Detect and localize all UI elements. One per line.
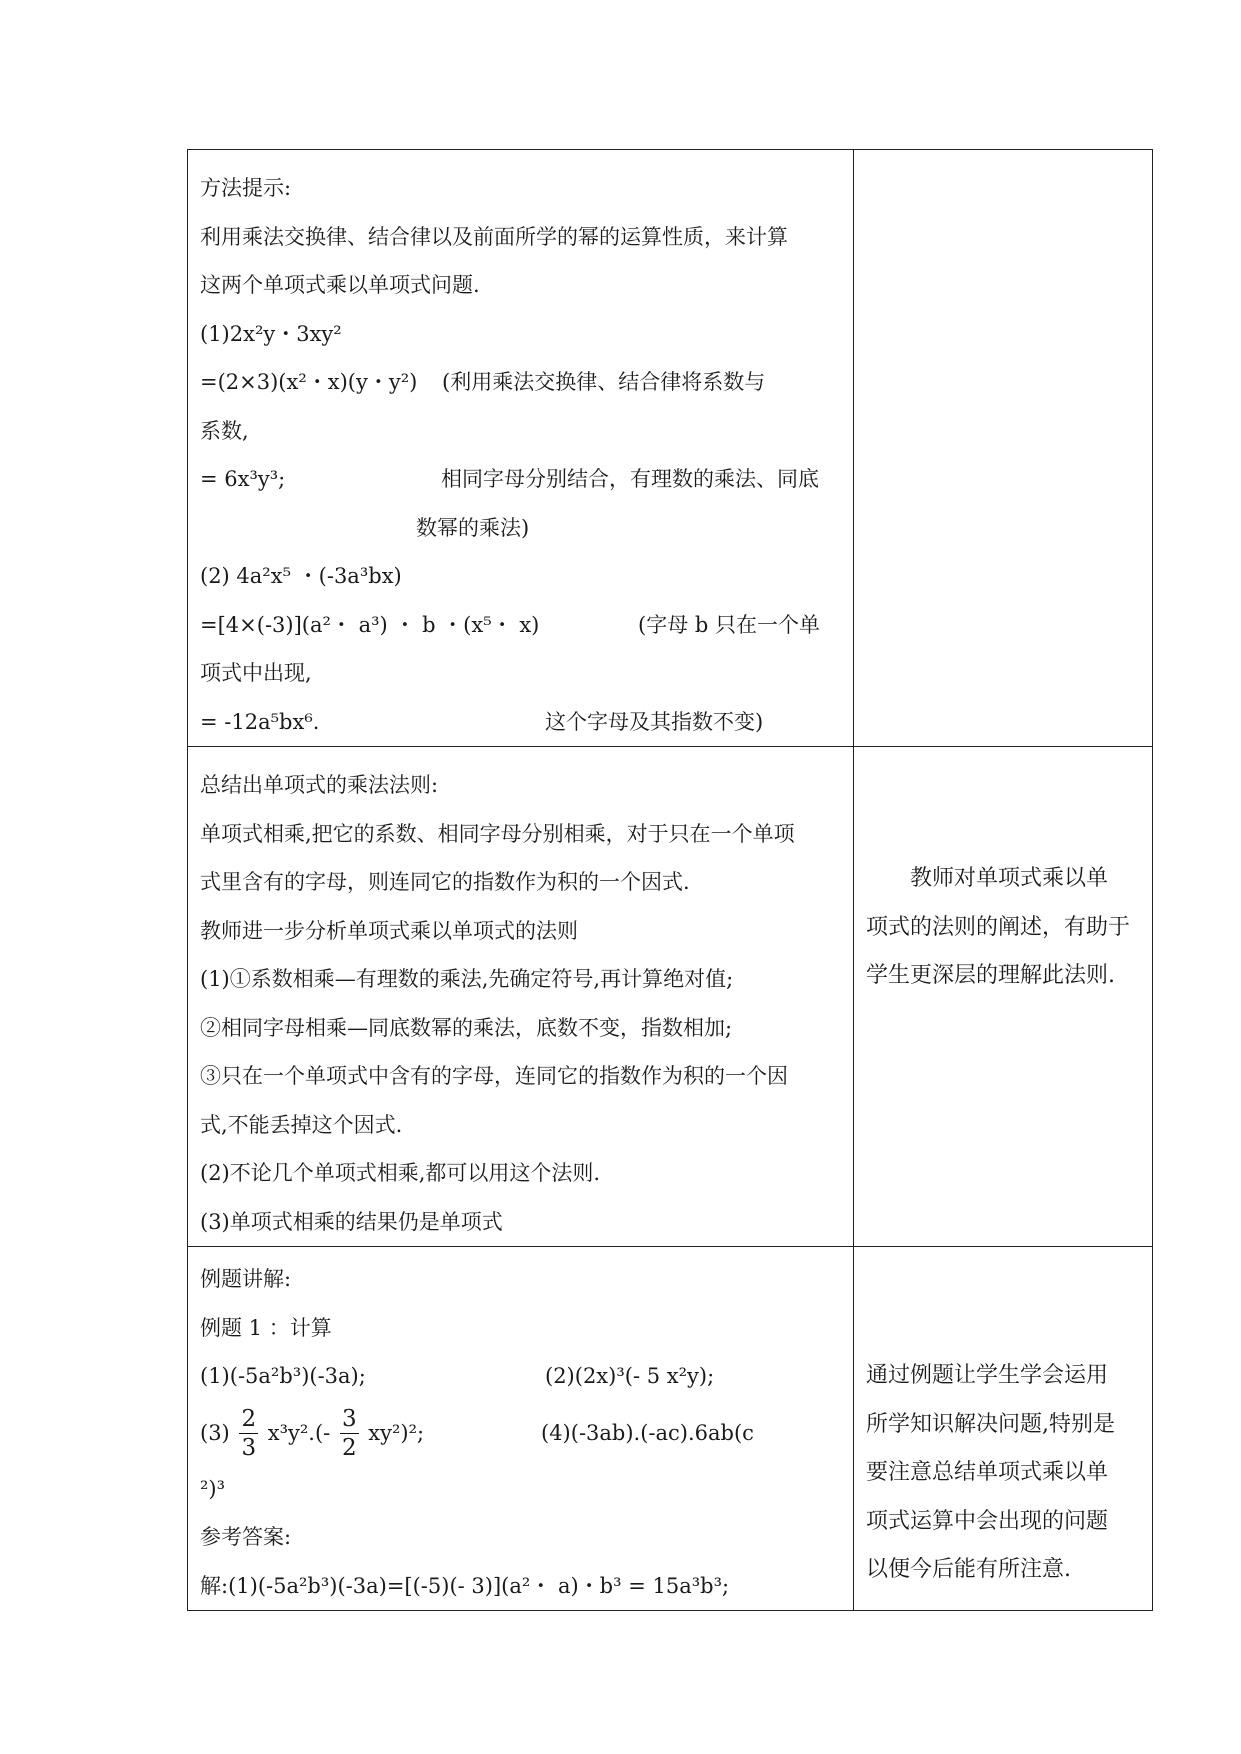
rule-heading: 总结出单项式的乘法法则:	[200, 773, 439, 797]
question-2: (2)(2x)³(- 5 x²y);	[545, 1364, 715, 1388]
question-4-continued: ²)³	[200, 1476, 226, 1501]
example-side-line-2: 所学知识解决问题,特别是	[866, 1411, 1115, 1437]
rule-cell	[188, 747, 854, 1247]
example-1-label: (1)2x²y・3xy²	[200, 321, 342, 346]
question-3-middle: x³y².(-	[267, 1420, 331, 1445]
question-3-fraction-2-numerator: 3	[341, 1406, 357, 1432]
rule-point-3b: 式,不能丢掉这个因式.	[200, 1112, 403, 1137]
rule-point-1: (1)①系数相乘—有理数的乘法,先确定符号,再计算绝对值;	[200, 967, 734, 991]
example-1-note-4: 数幂的乘法)	[416, 515, 530, 540]
method-heading: 方法提示:	[200, 176, 292, 200]
example-side-line-5: 以便今后能有所注意.	[866, 1557, 1071, 1582]
rule-side-cell	[854, 747, 1153, 1247]
example-side-line-1: 通过例题让学生学会运用	[866, 1363, 1109, 1388]
question-3-fraction-1-numerator: 2	[241, 1406, 257, 1432]
question-3-fraction-2	[340, 1408, 359, 1460]
answer-heading: 参考答案:	[200, 1525, 292, 1549]
method-intro-line-2: 这两个单项式乘以单项式问题.	[200, 273, 480, 297]
example-2-step-2	[200, 698, 853, 747]
method-row	[188, 150, 1153, 747]
example-2-step-2-expr: = -12a⁵bx⁶.	[200, 709, 320, 734]
rule-side-line-1: 教师对单项式乘以单	[910, 866, 1109, 891]
example-2-note-1: (字母 b 只在一个单	[638, 612, 820, 637]
lesson-table	[187, 149, 1153, 1611]
question-row-2	[200, 1401, 853, 1465]
method-cell	[188, 150, 854, 747]
question-3-fraction-1-denominator: 3	[241, 1435, 257, 1461]
example-cell	[188, 1247, 854, 1611]
example-side-cell	[854, 1247, 1153, 1611]
example-1-step-2	[200, 455, 853, 504]
example-1-note-1: (利用乘法交换律、结合律将系数与	[442, 370, 766, 394]
example-side-line-4: 项式运算中会出现的问题	[866, 1508, 1109, 1534]
example-1-note-2: 系数,	[200, 418, 249, 443]
question-3-fraction-1	[239, 1408, 258, 1460]
question-row-1	[200, 1352, 853, 1401]
question-3-fraction-2-denominator: 2	[341, 1435, 357, 1461]
example-2-note-2: 项式中出现,	[200, 661, 312, 685]
example-2-label: (2) 4a²x⁵ ・(-3a³bx)	[200, 564, 402, 588]
rule-point-3a: ③只在一个单项式中含有的字母，连同它的指数作为积的一个因	[200, 1064, 788, 1088]
rule-row	[188, 747, 1153, 1247]
rule-line-2: 式里含有的字母，则连同它的指数作为积的一个因式.	[200, 870, 690, 894]
rule-point-4: (2)不论几个单项式相乘,都可以用这个法则.	[200, 1161, 601, 1185]
question-3-prefix: (3)	[200, 1420, 230, 1445]
rule-analysis: 教师进一步分析单项式乘以单项式的法则	[200, 918, 578, 943]
example-2-step-1-expr: =[4×(-3)](a²・ a³) ・ b ・(x⁵・ x)	[200, 612, 540, 637]
example-heading: 例题讲解:	[200, 1267, 292, 1291]
method-intro-line-1: 利用乘法交换律、结合律以及前面所学的幂的运算性质，来计算	[200, 224, 788, 249]
rule-point-5: (3)单项式相乘的结果仍是单项式	[200, 1209, 503, 1234]
example-2-note-3: 这个字母及其指数不变)	[545, 709, 764, 734]
example-2-step-1	[200, 601, 853, 650]
example-row	[188, 1247, 1153, 1611]
example-1-note-4-line	[200, 504, 853, 553]
question-3-suffix: xy²)²;	[368, 1420, 425, 1445]
example-side-line-3: 要注意总结单项式乘以单	[866, 1460, 1109, 1485]
solution-line-1: 解:(1)(-5a²b³)(-3a)=[(-5)(- 3)](a²・ a)・b³ = 15a³b³;	[200, 1573, 730, 1598]
example-1-step-2-expr: = 6x³y³;	[200, 467, 286, 491]
method-side-cell	[854, 150, 1153, 747]
example-1-step-1-expr: =(2×3)(x²・x)(y・y²)	[200, 370, 418, 394]
rule-side-line-3: 学生更深层的理解此法则.	[866, 963, 1115, 988]
example-title: 例题 1 ：计算	[200, 1315, 332, 1340]
rule-point-2: ②相同字母相乘—同底数幂的乘法，底数不变，指数相加;	[200, 1015, 733, 1040]
example-1-step-1	[200, 358, 853, 407]
rule-line-1: 单项式相乘,把它的系数、相同字母分别相乘，对于只在一个单项	[200, 821, 795, 846]
example-1-note-3: 相同字母分别结合，有理数的乘法、同底	[441, 467, 819, 491]
question-4: (4)(-3ab).(-ac).6ab(c	[541, 1420, 754, 1445]
rule-side-line-2: 项式的法则的阐述，有助于	[866, 914, 1131, 940]
question-1: (1)(-5a²b³)(-3a);	[200, 1364, 366, 1388]
